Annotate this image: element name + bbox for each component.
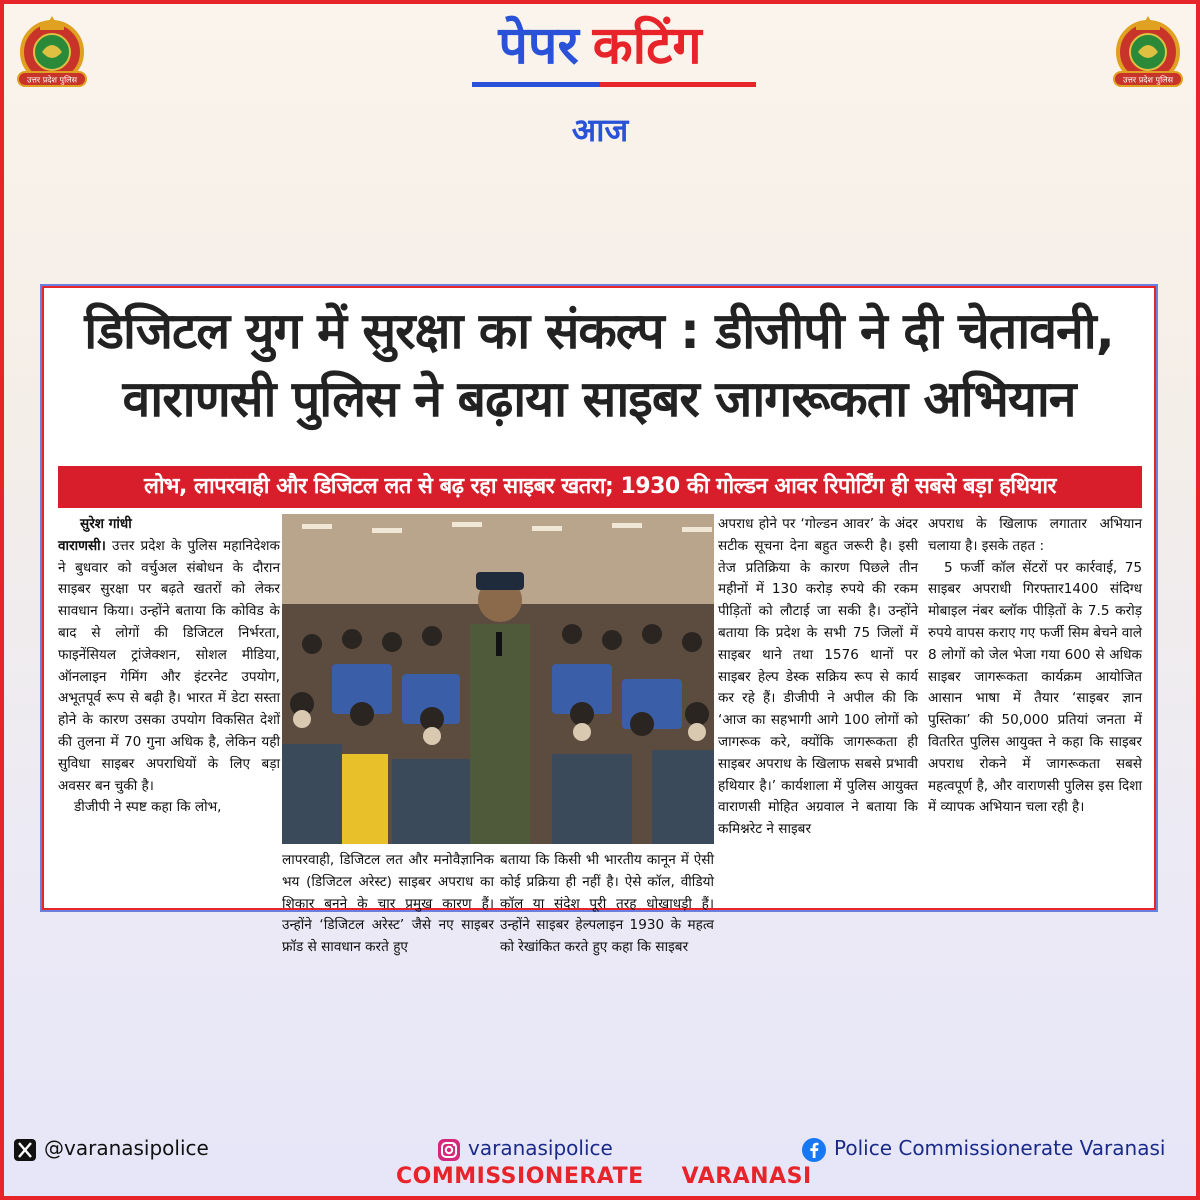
x-handle-text: @varanasipolice [44,1136,209,1160]
footer-varanasi-label: VARANASI [681,1164,812,1189]
article-column-2: लापरवाही, डिजिटल लत और मनोवैज्ञानिक भय (डिजिटल अरेस्ट) साइबर अपराध का शिकार बनने के चार प्रमुख कारण हैं। उन्होंने ‘डिजिटल अरेस्ट’ जैसे नए साइबर फ्रॉड से सावधान करते हुए [282,852,494,956]
event-photo [282,514,714,844]
headline-line-1: डिजिटल युग में सुरक्षा का संकल्प : डीजीपी ने दी चेतावनी, [84,302,1114,360]
title-part-paper: पेपर [498,16,579,76]
article-column-3: बताया कि किसी भी भारतीय कानून में ऐसी कोई प्रक्रिया ही नहीं है। ऐसे कॉल, वीडियो कॉल या संदेश पूरी तरह धोखाधड़ी हैं। उन्होंने साइबर हेल्पलाइन 1930 के महत्व को रेखांकित करते हुए कहा कि साइबर [500,852,714,956]
svg-text:उत्तर प्रदेश पुलिस: उत्तर प्रदेश पुलिस [1123,75,1173,85]
article-column-1 [58,514,280,819]
footer-x-handle[interactable] [14,1136,209,1161]
title-underline [472,82,756,87]
newspaper-source: आज [571,111,629,149]
article-column-4: अपराध होने पर ‘गोल्डन आवर’ के अंदर सटीक सूचना देना बहुत जरूरी है। इसी तेज प्रतिक्रिया के कारण पिछले तीन महीनों में 130 करोड़ रुपये की रकम पीड़ितों को लौटाई जा सकी है। उन्होंने बताया कि प्रदेश के सभी 75 जिलों में साइबर थाने तथा 1576 थानों पर साइबर हेल्प डेस्क सक्रिय रूप से कार्य कर रहे हैं। डीजीपी ने अपील की कि ‘आज का सहभागी आगे 100 लोगों को जागरूक करे, क्योंकि जागरूकता ही साइबर अपराध के खिलाफ सबसे प्रभावी हथियार है।’ कार्यशाला में पुलिस आयुक्त वाराणसी मोहित अग्रवाल ने बताया कि कमिश्नरेट ने साइबर [718,516,918,838]
footer-commissionerate-label: COMMISSIONERATE [396,1164,644,1189]
headline-line-2: वाराणसी पुलिस ने बढ़ाया साइबर जागरूकता अभियान [122,370,1076,428]
newspaper-clipping [42,286,1156,956]
facebook-text: Police Commissionerate Varanasi [834,1136,1166,1160]
column-5-text: 5 फर्जी कॉल सेंटरों पर कार्रवाई, 75 साइबर अपराधी गिरफ्तार1400 संदिग्ध मोबाइल नंबर ब्लॉक पीड़ितों के 7.5 करोड़ रुपये वापस कराए गए फर्जी सिम बेचने वाले 8 लोगों को जेल भेजा गया 600 से अधिक साइबर जागरूकता कार्यक्रम आयोजित आसान भाषा में तैयार ‘साइबर ज्ञान पुस्तिका’ की 50,000 प्रतियां जनता में वितरित पुलिस आयुक्त ने कहा कि साइबर अपराध रोकने में जागरूकता सबसे महत्वपूर्ण है, और वाराणसी पुलिस इस दिशा में व्यापक अभियान चला रही है। [928,559,1142,816]
x-logo-icon [14,1139,36,1161]
footer-instagram[interactable] [438,1136,613,1161]
subheadline-bar: लोभ, लापरवाही और डिजिटल लत से बढ़ रहा साइबर खतरा; 1930 की गोल्डन आवर रिपोर्टिंग ही सबसे बड़ा हथियार [58,466,1142,508]
footer-commissionerate [396,1164,812,1189]
svg-text:उत्तर प्रदेश पुलिस: उत्तर प्रदेश पुलिस [27,75,77,85]
column-1-tail: डीजीपी ने स्पष्ट कहा कि लोभ, [74,799,222,816]
column-5-intro: अपराध के खिलाफ लगातार अभियान चलाया है। इसके तहत : [928,516,1142,554]
column-1-text: उत्तर प्रदेश के पुलिस महानिदेशक ने बुधवार को वर्चुअल संबोधन के दौरान साइबर सुरक्षा पर बढ़ते खतरों को लेकर सावधान किया। उन्होंने बताया कि कोविड के बाद से लोगों की डिजिटल निर्भरता, फाइनेंसियल ट्रांजेक्शन, सोशल मीडिया, ऑनलाइन गेमिंग और इंटरनेट उपयोग, अभूतपूर्व रूप से बढ़ी है। भारत में डेटा सस्ता होने के कारण उसका उपयोग विकसित देशों की तुलना में 70 गुना अधिक है, लेकिन यही सुविधा साइबर अपराधियों के लिए बड़ा अवसर बन चुकी है। [58,537,280,794]
byline: सुरेश गांधी [80,516,132,532]
footer-facebook[interactable] [802,1136,1165,1162]
instagram-icon [438,1139,460,1161]
page-title [0,16,1200,76]
dateline: वाराणसी। [58,537,106,554]
facebook-icon [802,1138,826,1162]
instagram-text: varanasipolice [468,1136,613,1160]
title-part-cutting: कटिंग [592,16,702,76]
article-column-5 [928,514,1142,819]
